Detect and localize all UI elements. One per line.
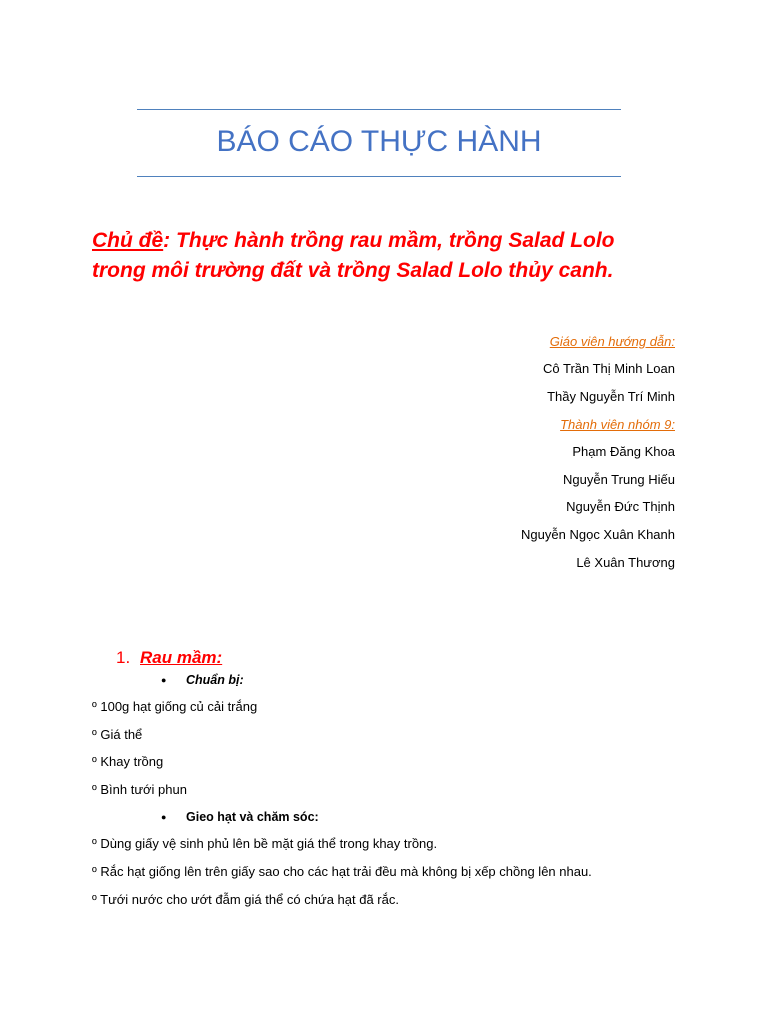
care-item: º Tưới nước cho ướt đẫm giá thể có chứa hạt đã rắc. <box>92 892 399 907</box>
topic-text-1: : Thực hành trồng rau mầm, trồng Salad Lolo <box>163 229 615 252</box>
topic-line-2: trong môi trường đất và trồng Salad Lolo thủy canh. <box>92 259 614 282</box>
instructor-name: Thầy Nguyễn Trí Minh <box>547 389 675 404</box>
section-1-title <box>116 646 222 670</box>
care-item: º Dùng giấy vệ sinh phủ lên bề mặt giá thể trong khay trồng. <box>92 836 438 851</box>
care-bullet <box>161 808 319 826</box>
care-heading: Gieo hạt và chăm sóc: <box>186 810 319 824</box>
bullet-icon: ● <box>161 812 167 822</box>
section-1-number: 1. <box>116 648 131 667</box>
prep-heading: Chuẩn bị: <box>186 673 244 687</box>
topic-block <box>92 226 692 286</box>
prep-bullet <box>161 671 244 689</box>
prep-item: º Giá thể <box>92 727 143 742</box>
member-name: Nguyễn Đức Thịnh <box>566 499 675 514</box>
bullet-icon: ● <box>161 675 167 685</box>
prep-item: º Khay trồng <box>92 754 164 769</box>
topic-label: Chủ đề <box>92 229 164 252</box>
member-name: Nguyễn Ngọc Xuân Khanh <box>521 527 675 542</box>
member-name: Phạm Đăng Khoa <box>572 444 675 459</box>
prep-item: º 100g hạt giống củ cải trắng <box>92 699 258 714</box>
topic-line-1 <box>92 226 692 256</box>
care-item: º Rắc hạt giống lên trên giấy sao cho các hạt trải đều mà không bị xếp chồng lên nhau. <box>92 864 592 879</box>
members-heading: Thành viên nhóm 9: <box>560 417 675 432</box>
prep-item: º Bình tưới phun <box>92 782 187 797</box>
instructors-heading: Giáo viên hướng dẫn: <box>549 334 675 349</box>
report-title: BÁO CÁO THỰC HÀNH <box>216 125 542 158</box>
title-rule-bottom <box>137 176 621 177</box>
member-name: Nguyễn Trung Hiếu <box>562 472 675 487</box>
member-name: Lê Xuân Thương <box>576 555 675 570</box>
title-rule-top <box>137 109 621 110</box>
instructor-name: Cô Trần Thị Minh Loan <box>543 361 675 376</box>
section-1-text: Rau mầm: <box>140 648 223 667</box>
